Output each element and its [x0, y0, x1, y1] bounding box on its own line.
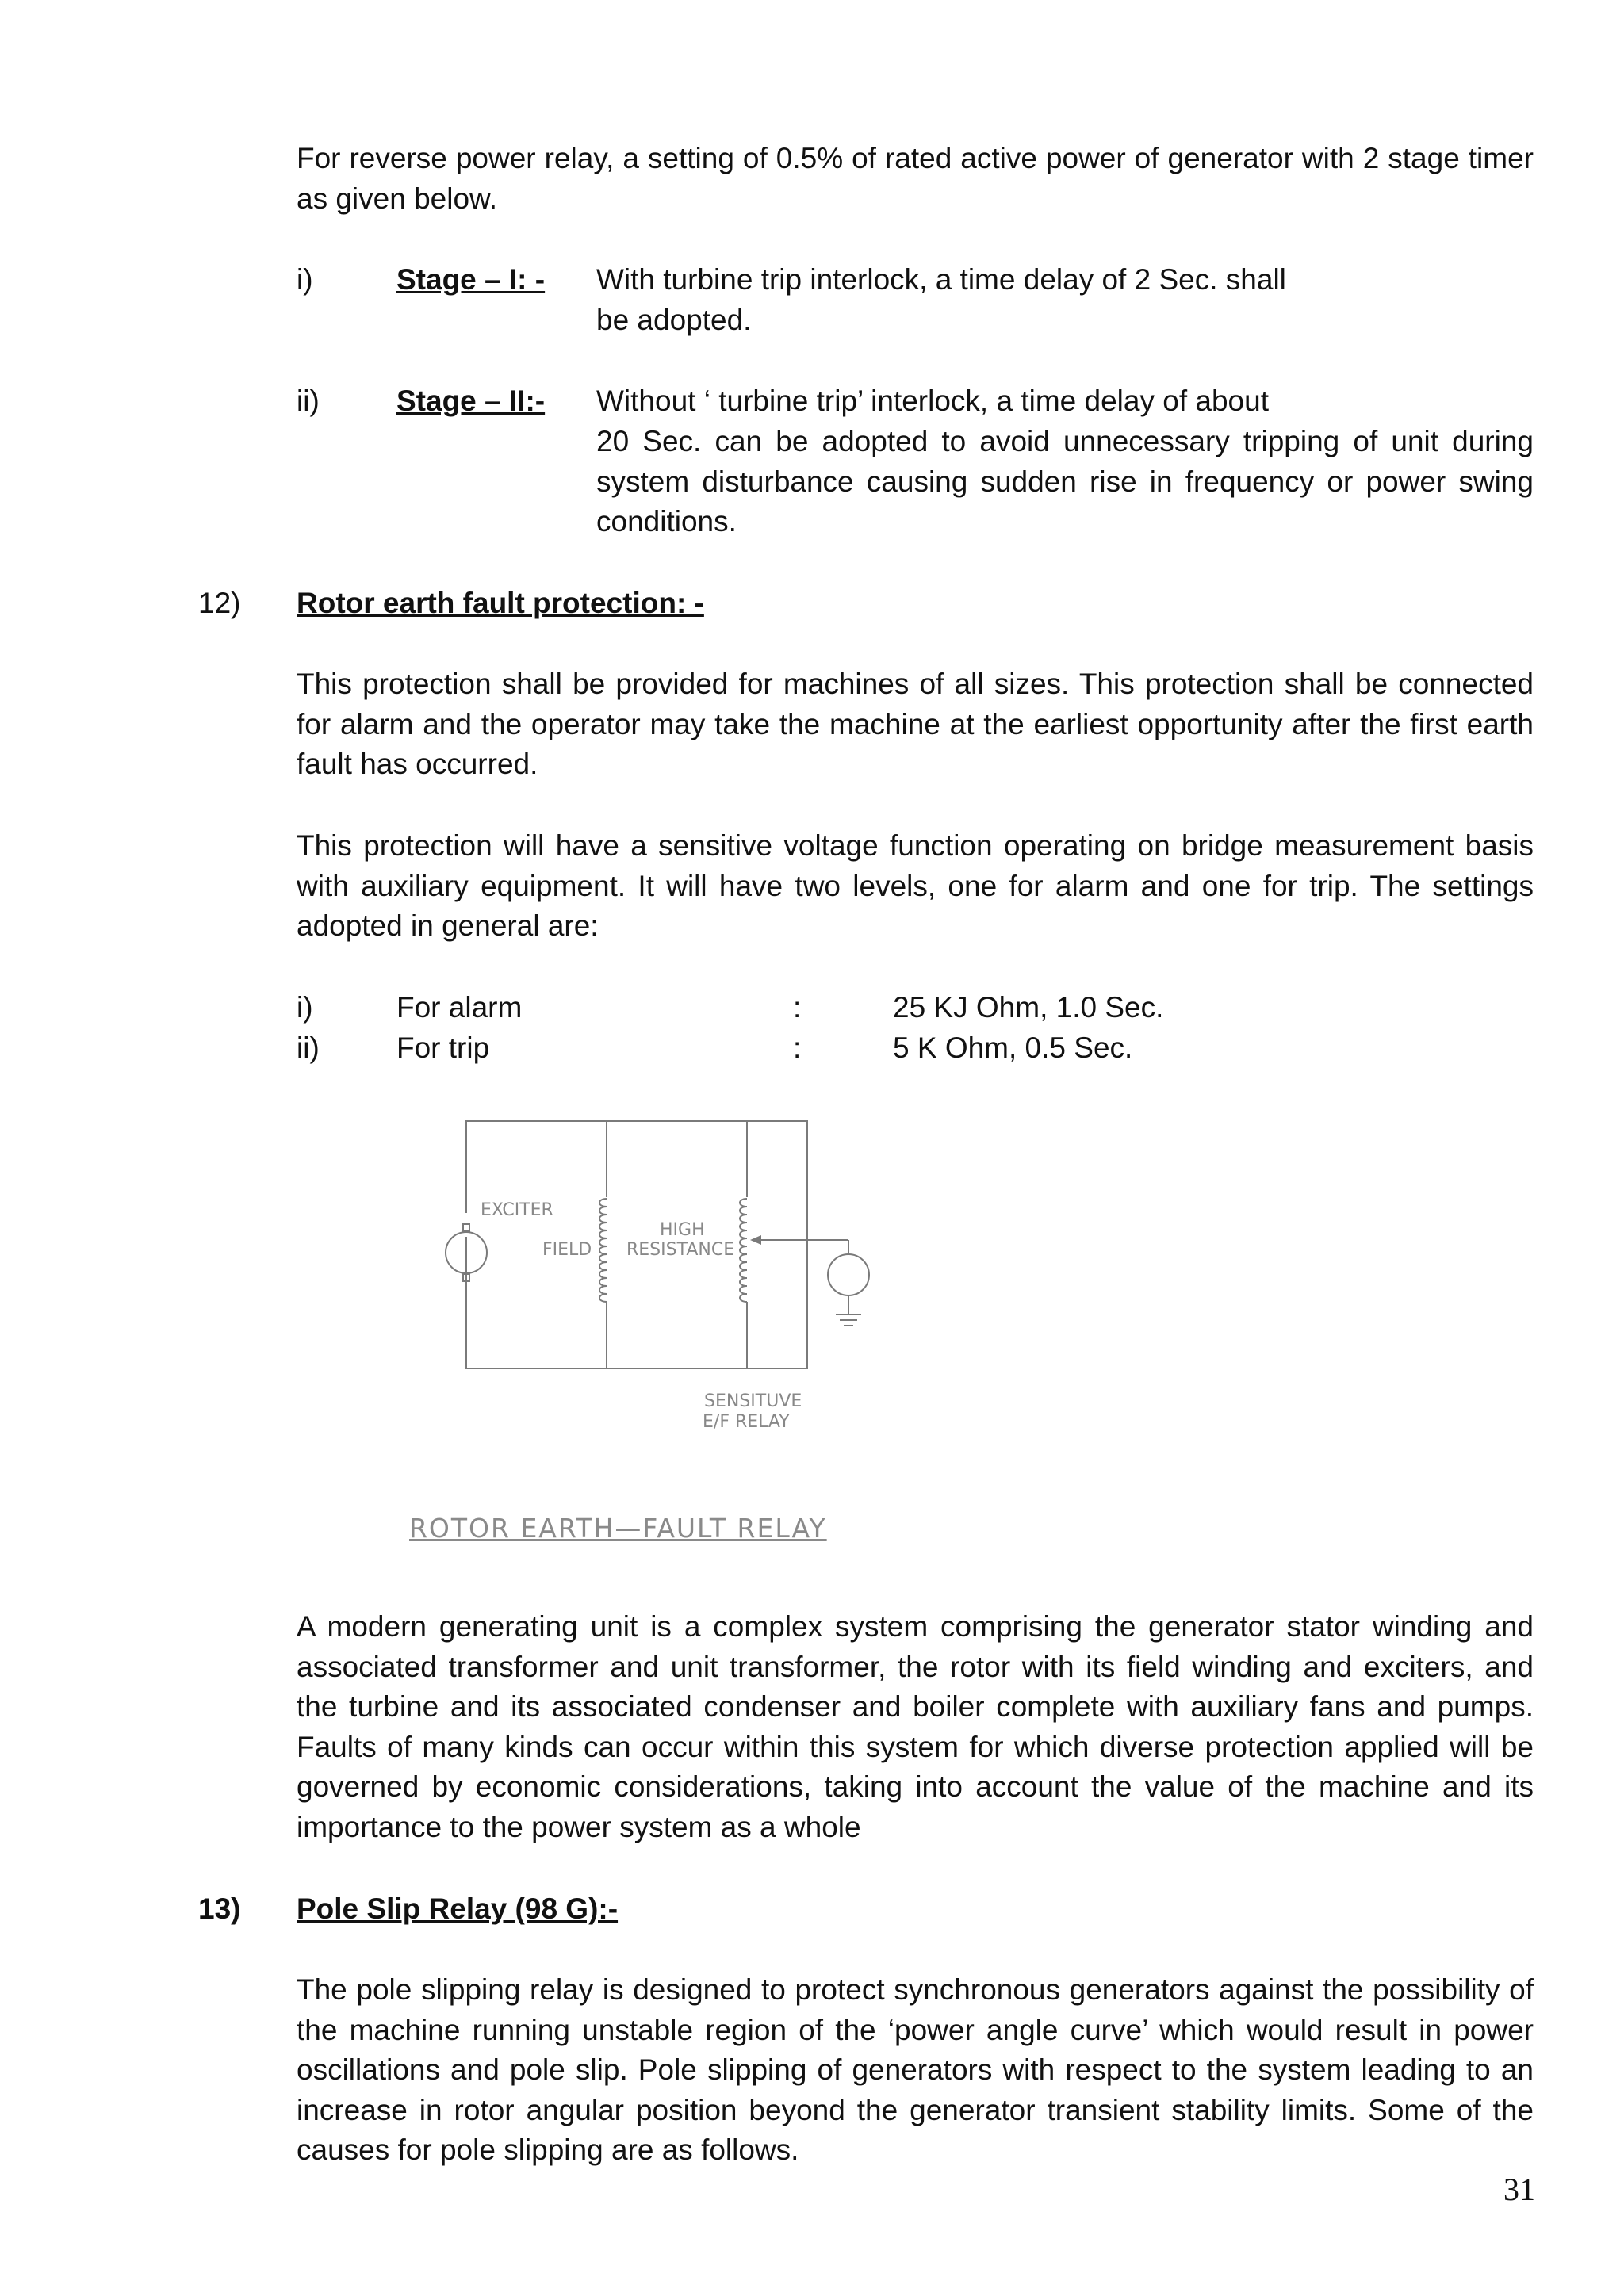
section-13-number: 13): [198, 1892, 241, 1925]
stage-2-line1: Without ‘ turbine trip’ interlock, a time delay of about: [596, 385, 1269, 417]
diagram-caption: ROTOR EARTH—FAULT RELAY: [409, 1513, 827, 1544]
rotor-earth-fault-diagram: [428, 1110, 904, 1443]
label-high: HIGH: [660, 1220, 705, 1240]
setting-trip-number: ii): [297, 1031, 320, 1064]
label-ef-relay: E/F RELAY: [703, 1412, 790, 1432]
setting-alarm-label: For alarm: [396, 991, 523, 1024]
stage-2-label: Stage – II:-: [396, 385, 546, 417]
section-13-paragraph: The pole slipping relay is designed to protect synchronous generators against the possibility of the machine running unstable region of the ‘power angle curve’ which would result in power oscillations and pole slip. Pole slipping of generators with respect to the system leading to an increase in rotor angular position beyond the generator transient stability limits. Some of the causes for pole slipping are as follows.: [297, 1973, 1534, 2166]
stage-2-rest: 20 Sec. can be adopted to avoid unnecessary tripping of unit during system disturbance causing sudden rise in frequency or power swing conditions.: [596, 425, 1534, 538]
label-exciter: EXCITER: [481, 1200, 553, 1220]
stage-1-line1: With turbine trip interlock, a time delay of 2 Sec. shall: [596, 263, 1286, 296]
general-paragraph: A modern generating unit is a complex system comprising the generator stator winding and associated transformer and unit transformer, the rotor with its field winding and exciters, and the turbine and its associated condenser and boiler complete with auxiliary fans and pumps. Faults of many kinds can occur within this system for which diverse protection applied will be governed by economic considerations, taking into account the value of the machine and its importance to the power system as a whole: [297, 1610, 1534, 1843]
section-12-heading: Rotor earth fault protection: -: [297, 587, 704, 619]
stage-1-label: Stage – I: -: [396, 263, 546, 296]
high-resistance-coil-icon: [740, 1197, 747, 1310]
field-coil-icon: [599, 1197, 607, 1310]
stage-1-rest: be adopted.: [596, 304, 752, 336]
setting-alarm-separator: :: [793, 991, 802, 1024]
label-sensitive: SENSITUVE: [704, 1391, 802, 1411]
setting-alarm-number: i): [297, 991, 313, 1024]
relay-icon: [828, 1254, 869, 1295]
setting-alarm-value: 25 KJ Ohm, 1.0 Sec.: [893, 991, 1164, 1024]
section-12-paragraph-2: This protection will have a sensitive voltage function operating on bridge measurement basis with auxiliary equipment. It will have two levels, one for alarm and one for trip. The settings adopted in general are:: [297, 829, 1534, 942]
stage-2-number: ii): [297, 385, 320, 417]
setting-trip-label: For trip: [396, 1031, 490, 1064]
label-field: FIELD: [542, 1240, 592, 1260]
section-12-number: 12): [198, 587, 241, 619]
label-resistance: RESISTANCE: [626, 1240, 735, 1260]
section-12-paragraph-1: This protection shall be provided for machines of all sizes. This protection shall be connected for alarm and the operator may take the machine at the earliest opportunity after the first earth fault has occurred.: [297, 668, 1534, 780]
arrow-icon: [750, 1235, 761, 1245]
setting-trip-separator: :: [793, 1031, 802, 1064]
section-13-heading: Pole Slip Relay (98 G):-: [297, 1892, 619, 1925]
intro-paragraph: For reverse power relay, a setting of 0.5% of rated active power of generator with 2 stage timer as given below.: [297, 142, 1534, 215]
stage-1-number: i): [297, 263, 313, 296]
earth-icon: [836, 1314, 861, 1326]
page-number: 31: [1503, 2172, 1535, 2207]
setting-trip-value: 5 K Ohm, 0.5 Sec.: [893, 1031, 1133, 1064]
